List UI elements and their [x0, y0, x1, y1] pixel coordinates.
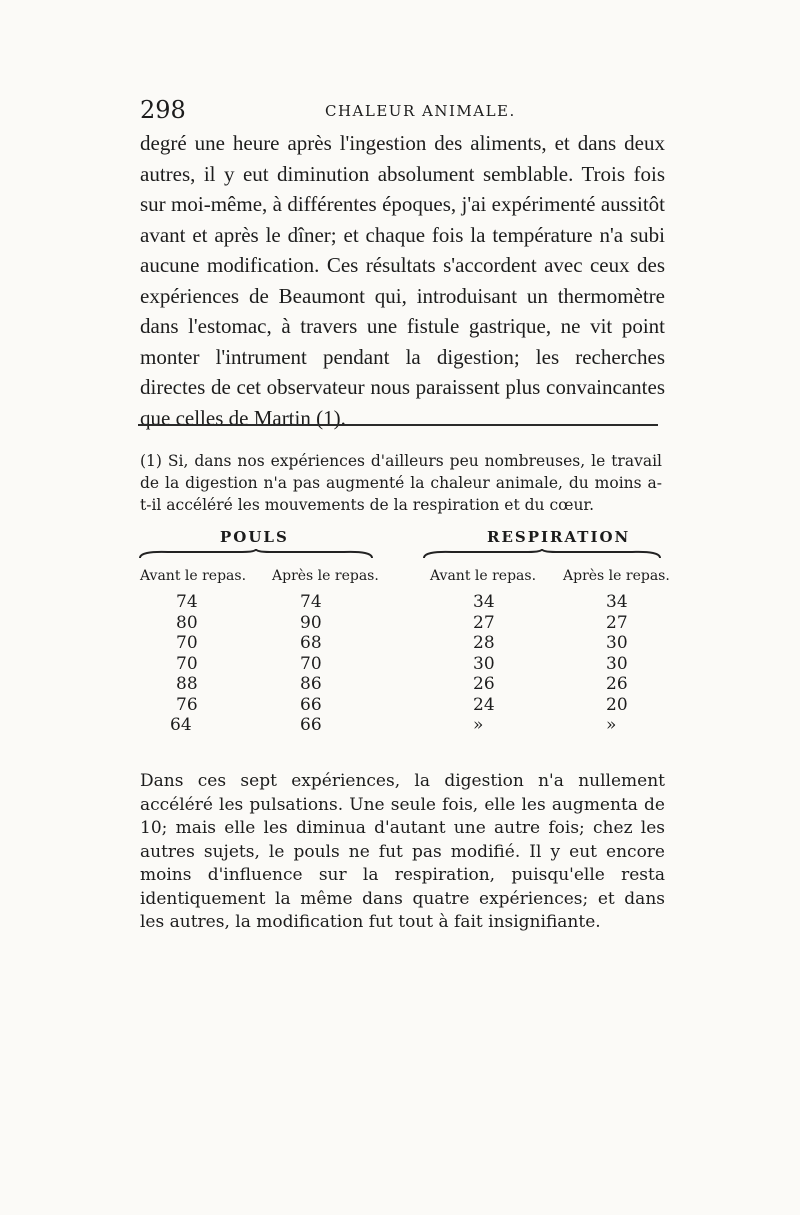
table-cell: 86 — [300, 674, 322, 694]
table-cell: 88 — [176, 674, 198, 694]
pouls-title: POULS — [220, 528, 289, 546]
table-cell: 30 — [606, 633, 628, 653]
column-resp-avant — [473, 592, 495, 736]
column-header-resp-apres: Après le repas. — [563, 568, 670, 584]
table-cell: 74 — [300, 592, 322, 612]
table-cell: 34 — [473, 592, 495, 612]
table-cell: 70 — [300, 653, 322, 674]
table-cell: 74 — [176, 592, 198, 612]
page-header — [0, 96, 800, 126]
table-cell: 34 — [606, 592, 628, 612]
table-cell: » — [473, 715, 484, 735]
table-cell: 20 — [606, 694, 628, 715]
closing-paragraph: Dans ces sept expériences, la digestion n'a nullement accéléré les pulsations. Une seule fois, elle les augmenta de 10; mais elle les diminua d'autant une autre fois; chez les autres sujets, le pouls ne fut pas modifié. Il y eut encore moins d'influence sur la respiration, puisqu'elle resta identiquement la même dans quatre expériences; et dans les autres, la modification fut tout à fait insignifiante. — [140, 771, 665, 932]
table-cell: 66 — [300, 694, 322, 715]
table-cell: 27 — [473, 612, 495, 633]
table-cell: 30 — [606, 653, 628, 674]
column-pouls-avant — [170, 592, 198, 736]
footnote-separator — [138, 424, 658, 426]
data-table — [0, 528, 800, 768]
table-cell: 68 — [300, 633, 322, 653]
column-pouls-apres — [300, 592, 322, 736]
table-cell: 27 — [606, 612, 628, 633]
respiration-brace — [422, 548, 662, 560]
column-resp-apres — [606, 592, 628, 736]
table-cell: 30 — [473, 653, 495, 674]
pouls-brace — [138, 548, 374, 560]
column-header-pouls-apres: Après le repas. — [272, 568, 379, 584]
table-cell: 76 — [176, 694, 198, 715]
page-number: 298 — [140, 96, 186, 124]
column-header-pouls-avant: Avant le repas. — [140, 568, 247, 584]
table-cell: 64 — [170, 715, 192, 735]
table-cell: 90 — [300, 612, 322, 633]
running-title: CHALEUR ANIMALE. — [325, 102, 516, 120]
table-cell: 28 — [473, 633, 495, 653]
respiration-title: RESPIRATION — [487, 528, 631, 546]
table-cell: 70 — [176, 633, 198, 653]
table-cell: 26 — [606, 674, 628, 694]
table-cell: 66 — [300, 715, 322, 735]
table-cell: » — [606, 715, 617, 735]
column-header-resp-avant: Avant le repas. — [430, 568, 537, 584]
table-cell: 26 — [473, 674, 495, 694]
body-paragraph: degré une heure après l'ingestion des aliments, et dans deux autres, il y eut diminution absolument semblable. Trois fois sur moi-même, à différentes époques, j'ai expérimenté aussitôt avant et après le dîner; et chaque fois la température n'a subi aucune modification. Ces résultats s'accordent avec ceux des expériences de Beaumont qui, introduisant un thermomètre dans l'estomac, à travers une fistule gastrique, ne vit point monter l'intrument pendant la digestion; les recherches directes de cet observateur nous paraissent plus convaincantes que celles de Martin (1). — [140, 131, 665, 430]
table-cell: 24 — [473, 694, 495, 715]
table-cell: 80 — [176, 612, 198, 633]
footnote: (1) Si, dans nos expériences d'ailleurs peu nombreuses, le travail de la digestion n'a pas augmenté la chaleur animale, du moins a-t-il accéléré les mouvements de la respiration et du cœur. — [140, 452, 662, 514]
table-cell: 70 — [176, 653, 198, 674]
